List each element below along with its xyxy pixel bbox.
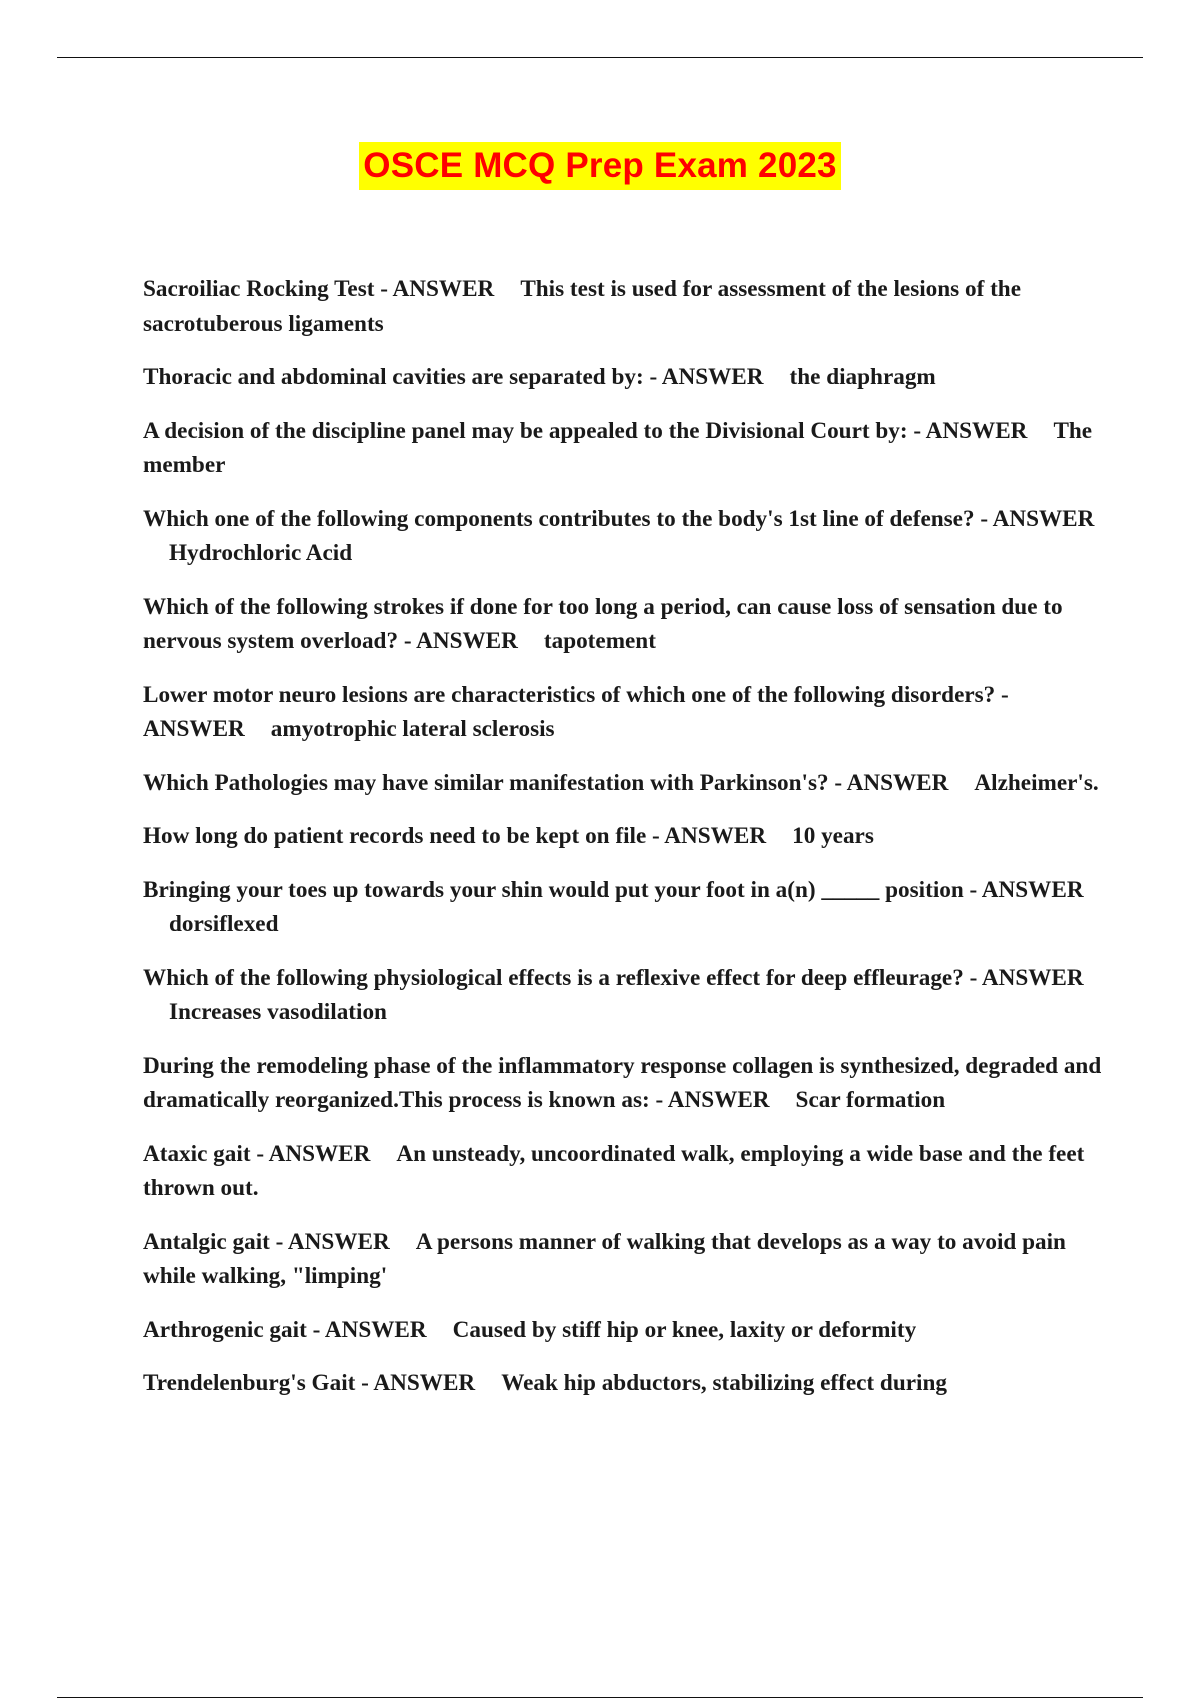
question-text: During the remodeling phase of the inflammatory response collagen is synthesized, degraded and dramatically reorganized.This process is known as: - [143, 1052, 1102, 1113]
answer-text: the diaphragm [789, 364, 936, 390]
header-rule [57, 57, 1143, 58]
answer-text: Increases vasodilation [169, 999, 387, 1025]
answer-text: An unsteady, uncoordinated walk, employing a wide base and the feet thrown out. [143, 1140, 1085, 1201]
qa-item [143, 360, 1103, 395]
title-block [0, 142, 1200, 190]
answer-text: Scar formation [795, 1087, 946, 1113]
answer-text: dorsiflexed [169, 911, 279, 937]
question-text: Which of the following strokes if done for too long a period, can cause loss of sensation due to nervous system overload? - [143, 593, 1063, 654]
qa-item [143, 590, 1103, 659]
answer-label: ANSWER [268, 1140, 371, 1167]
question-text: Antalgic gait - [143, 1228, 288, 1255]
question-text: How long do patient records need to be kept on file - [143, 823, 665, 849]
qa-item [143, 502, 1103, 571]
qa-list [143, 272, 1103, 1420]
answer-label: ANSWER [287, 1228, 390, 1255]
answer-label: ANSWER [661, 364, 764, 390]
answer-label: ANSWER [664, 823, 767, 849]
answer-text: This test is used for assessment of the lesions of the sacrotuberous ligaments [143, 276, 1021, 337]
answer-label: ANSWER [981, 876, 1084, 903]
answer-label: ANSWER [143, 716, 245, 742]
answer-text: The member [143, 417, 1093, 478]
qa-item [143, 1225, 1103, 1294]
answer-label: ANSWER [392, 276, 495, 302]
answer-label: ANSWER [925, 417, 1028, 444]
answer-text: Alzheimer's. [974, 769, 1099, 796]
qa-item [143, 766, 1103, 801]
answer-text: 10 years [792, 823, 874, 849]
answer-label: ANSWER [981, 964, 1084, 991]
answer-label: ANSWER [373, 1370, 476, 1396]
question-text: Lower motor neuro lesions are characteristics of which one of the following disorders? - [143, 681, 1009, 708]
question-text: Thoracic and abdominal cavities are separated by: - [143, 364, 662, 390]
qa-item [143, 873, 1103, 942]
footer-rule [57, 1697, 1143, 1698]
question-text: Ataxic gait - [143, 1140, 269, 1167]
question-text: Which Pathologies may have similar manifestation with Parkinson's? - [143, 769, 847, 796]
question-text: Arthrogenic gait - [143, 1316, 325, 1343]
qa-item [143, 819, 1103, 854]
answer-text: Caused by stiff hip or knee, laxity or deformity [452, 1316, 917, 1343]
answer-label: ANSWER [324, 1316, 427, 1343]
answer-text: A persons manner of walking that develops as a way to avoid pain while walking, "limping' [143, 1228, 1066, 1289]
qa-item [143, 1049, 1103, 1118]
answer-label: ANSWER [846, 769, 949, 796]
answer-label: ANSWER [992, 505, 1095, 532]
question-text: Which one of the following components contributes to the body's 1st line of defense? - [143, 505, 993, 532]
question-text: Trendelenburg's Gait - [143, 1370, 374, 1396]
qa-item [143, 1137, 1103, 1206]
question-text: Sacroiliac Rocking Test - [143, 276, 393, 302]
qa-item [143, 1313, 1103, 1348]
document-title: OSCE MCQ Prep Exam 2023 [359, 142, 840, 190]
question-text: Which of the following physiological effects is a reflexive effect for deep effleurage? - [143, 964, 982, 991]
qa-item [143, 272, 1103, 341]
question-text: Bringing your toes up towards your shin would put your foot in a(n) _____ position - [143, 876, 982, 903]
answer-label: ANSWER [667, 1087, 770, 1113]
answer-text: Hydrochloric Acid [169, 540, 353, 566]
question-text: A decision of the discipline panel may be appealed to the Divisional Court by: - [143, 417, 926, 444]
answer-text: Weak hip abductors, stabilizing effect during [501, 1370, 947, 1396]
answer-label: ANSWER [416, 628, 518, 654]
qa-item [143, 1366, 1103, 1401]
qa-item [143, 678, 1103, 747]
qa-item [143, 961, 1103, 1030]
qa-item [143, 414, 1103, 483]
answer-text: amyotrophic lateral sclerosis [270, 716, 555, 742]
answer-text: tapotement [543, 628, 656, 654]
